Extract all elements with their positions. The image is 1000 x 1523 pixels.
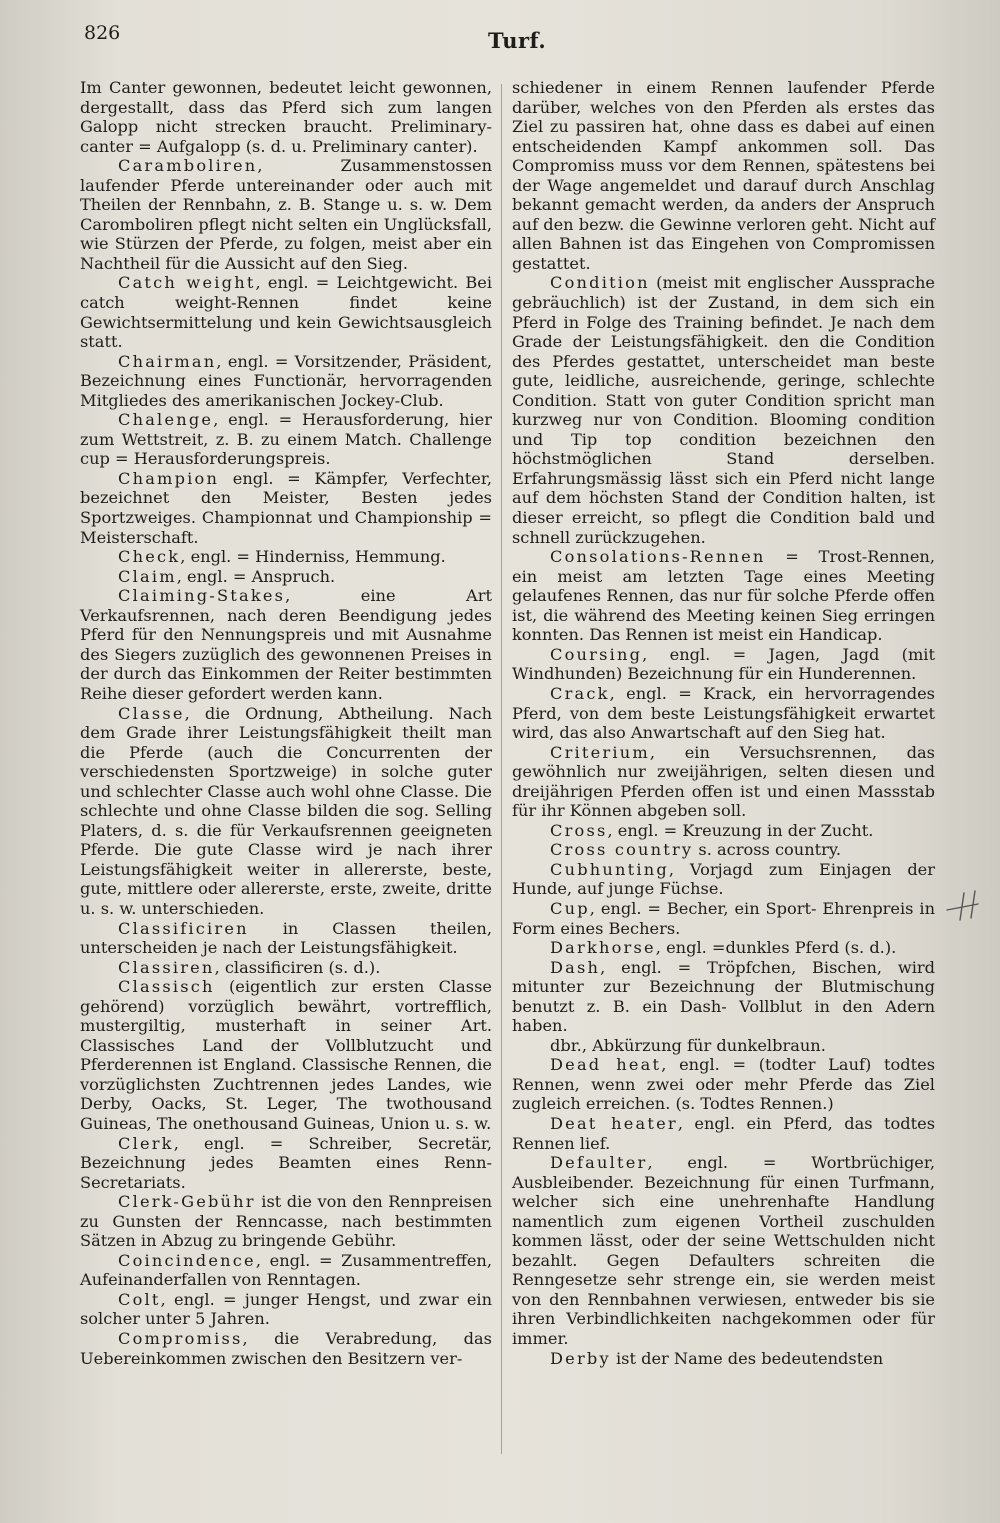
left-entry: [80, 586, 492, 703]
entry-headword: Coursing: [550, 644, 643, 664]
left-entry: [80, 567, 492, 587]
entry-headword: Cross country: [550, 840, 694, 860]
left-entry: [80, 704, 492, 919]
entry-definition: , engl. = junger Hengst, und zwar ein solcher unter 5 Jahren.: [80, 1289, 492, 1329]
entry-definition: (eigentlich zur ersten Classe gehörend) vorzüglich bewährt, vortrefflich, mustergiltig, musterhaft in seiner Art. Classisches Land der Vollblutzucht und Pferderennen ist England. Classische Rennen, die vorzüglichsten Zuchtrennen jedes Landes, wie Derby, Oacks, St. Leger, The twothousand Guineas, The onethousand Guineas, Union u. s. w.: [80, 977, 492, 1133]
entry-headword: Derby: [550, 1348, 611, 1368]
entry-headword: Crack: [550, 683, 610, 703]
entry-definition: , engl. = Hinderniss, Hemmung.: [180, 547, 446, 567]
left-entry: [80, 958, 492, 978]
entry-headword: Cross: [550, 820, 608, 840]
entry-definition: , engl. =dunkles Pferd (s. d.).: [655, 938, 897, 958]
entry-definition: , engl. = Anspruch.: [176, 566, 336, 586]
entry-definition: , eine Art Verkaufsrennen, nach deren Beendigung jedes Pferd für den Nennungspreis und mit Ausnahme des Siegers zuzüglich des gewonnenen Preises in der durch das Einkommen der Reiter bestimmten Reihe dieser gefordert werden kann.: [80, 586, 492, 703]
entry-definition: dbr., Abkürzung für dunkelbraun.: [550, 1035, 826, 1055]
entry-headword: Check: [118, 547, 181, 567]
entry-definition: , engl. = Leichtgewicht. Bei catch weight-Rennen findet keine Gewichtsermittelung und kein Gewichtsausgleich statt.: [80, 273, 493, 352]
entry-headword: Darkhorse: [550, 938, 656, 958]
right-entry: [512, 958, 935, 1036]
entry-headword: Dead heat: [550, 1055, 662, 1075]
left-entry: [80, 1192, 492, 1251]
right-entry: [512, 1055, 935, 1114]
entry-headword: Consolations-Rennen: [550, 547, 766, 567]
entry-definition: , classificiren (s. d.).: [214, 957, 381, 977]
entry-headword: Claiming-Stakes: [118, 586, 286, 606]
entry-headword: Claim: [118, 566, 177, 586]
left-column: [80, 78, 492, 1368]
entry-definition: , engl. = Zusammentreffen, Aufeinanderfallen von Renntagen.: [80, 1250, 492, 1290]
right-entry: [512, 645, 935, 684]
entry-headword: Catch weight: [118, 273, 256, 293]
right-entry: [512, 273, 935, 547]
entry-definition: = Trost-Rennen, ein meist am letzten Tage eines Meeting gelaufenes Rennen, das nur für solche Pferde offen ist, die während des Meeting keinen Sieg erringen konnten. Das Rennen ist meist ein Handicap.: [512, 547, 935, 645]
right-entry: [512, 860, 935, 899]
entry-definition: , ein Versuchsrennen, das gewöhnlich nur zweijährigen, selten diesen und dreijährigen Pferden offen ist und einen Massstab für ihr Können abgeben soll.: [512, 742, 935, 821]
right-entry: [512, 821, 935, 841]
right-entry: [512, 547, 935, 645]
entry-headword: Defaulter: [550, 1153, 648, 1173]
entry-definition: , Zusammenstossen laufender Pferde untereinander oder auch mit Theilen der Rennbahn, z. B. Stange u. s. w. Dem Caromboliren pflegt nicht selten ein Unglücksfall, wie Stürzen der Pferde, zu folgen, meist aber ein Nachtheil für die Aussicht auf den Sieg.: [80, 156, 492, 273]
entry-definition: , engl. = Wortbrüchiger, Ausbleibender. Bezeichnung für einen Turfmann, welcher sich eine unehrenhafte Handlung namentlich zum eigenen Vortheil zuschulden kommen lässt, oder der seine Wettschulden nicht bezahlt. Gegen Defaulters schreiten die Renngesetze sehr strenge ein, sie werden meist von den Rennbahnen verwiesen, entweder bis sie ihren Verbindlichkeiten nachgekommen oder für immer.: [512, 1153, 935, 1348]
left-entry: [80, 273, 492, 351]
entry-definition: engl. = Kämpfer, Verfechter, bezeichnet den Meister, Besten jedes Sportzweiges. Championnat und Championship = Meisterschaft.: [80, 468, 492, 547]
handwritten-margin-mark-icon: [944, 884, 988, 928]
entry-definition: ist die von den Rennpreisen zu Gunsten der Renncasse, nach bestimmten Sätzen in Abzug zu bringende Gebühr.: [80, 1192, 492, 1251]
right-entry: [512, 684, 935, 743]
entry-headword: Champion: [118, 468, 220, 488]
entry-definition: in Classen theilen, unterscheiden je nach der Leistungsfähigkeit.: [80, 918, 492, 958]
right-entry: [512, 743, 935, 821]
entry-headword: Condition: [550, 273, 650, 293]
entry-headword: Deat heater: [550, 1113, 678, 1133]
entry-definition: schiedener in einem Rennen laufender Pferde darüber, welches von den Pferden als erstes das Ziel zu passiren hat, ohne dass es dabei auf einen entscheidenden Kampf ankommen soll. Das Compromiss muss vor dem Rennen, spätestens bei der Wage angemeldet und darauf durch Anschlag bekannt gemacht werden, da anders der Anspruch auf den bezw. die Gewinne verloren geht. Nicht auf allen Bahnen ist das Eingehen von Compromissen gestattet.: [512, 78, 935, 273]
left-entry: [80, 78, 492, 156]
entry-headword: Coincindence: [118, 1250, 256, 1270]
entry-definition: (meist mit englischer Aussprache gebräuchlich) ist der Zustand, in dem sich ein Pferd in Folge des Training befindet. Je nach dem Grade der Leistungsfähigkeit. den die Condition des Pferdes gestattet, unterscheidet man beste gute, leidliche, ausreichende, geringe, schlechte Condition. Statt von guter Condition spricht man kurzweg nur von Condition. Blooming condition und Tip top condition bezeichnen den höchstmöglichen Stand derselben. Erfahrungsmässig lässt sich ein Pferd nicht lange auf dem höchsten Stand der Condition halten, ist dieser erreicht, so pflegt die Condition bald und schnell zurückzugehen.: [512, 273, 935, 547]
entry-definition: , engl. = (todter Lauf) todtes Rennen, wenn zwei oder mehr Pferde das Ziel zugleich erreichen. (s. Todtes Rennen.): [512, 1055, 935, 1114]
left-entry: [80, 1251, 492, 1290]
entry-headword: Classiren: [118, 957, 215, 977]
right-column: [512, 78, 935, 1368]
right-entry: [512, 1349, 935, 1369]
left-entry: [80, 547, 492, 567]
entry-definition: , engl. = Becher, ein Sport- Ehrenpreis in Form eines Bechers.: [512, 898, 935, 938]
entry-definition: , engl. ein Pferd, das todtes Rennen lief.: [512, 1113, 936, 1153]
entry-definition: Im Canter gewonnen, bedeutet leicht gewonnen, dergestallt, dass das Pferd sich zum langen Galopp nicht strecken braucht. Preliminary-canter = Aufgalopp (s. d. u. Preliminary canter).: [80, 78, 492, 156]
left-entry: [80, 156, 492, 273]
left-entry: [80, 352, 492, 411]
entry-definition: , engl. = Jagen, Jagd (mit Windhunden) Bezeichnung für ein Hunderennen.: [512, 644, 935, 684]
entry-definition: , die Verabredung, das Uebereinkommen zwischen den Besitzern ver-: [80, 1329, 492, 1368]
left-entry: [80, 469, 492, 547]
right-entry: [512, 899, 935, 938]
entry-definition: ist der Name des bedeutendsten: [610, 1348, 884, 1368]
entry-headword: Compromiss: [118, 1329, 243, 1348]
entry-headword: Colt: [118, 1289, 161, 1309]
entry-definition: , engl. = Herausforderung, hier zum Wettstreit, z. B. zu einem Match. Challenge cup = Herausforderungspreis.: [80, 410, 492, 469]
entry-headword: Chalenge: [118, 410, 214, 430]
entry-headword: Clerk-Gebühr: [118, 1192, 256, 1212]
right-entry: [512, 840, 935, 860]
left-entry: [80, 1134, 492, 1193]
left-entry: [80, 1329, 492, 1368]
column-divider: [501, 84, 502, 1454]
right-entry: [512, 1153, 935, 1348]
entry-headword: Dash: [550, 957, 601, 977]
running-head: Turf.: [488, 28, 547, 53]
right-entry: [512, 1036, 935, 1056]
entry-headword: Chairman: [118, 351, 217, 371]
entry-definition: , Vorjagd zum Einjagen der Hunde, auf junge Füchse.: [512, 859, 935, 899]
entry-headword: Criterium: [550, 742, 650, 762]
entry-headword: Classe: [118, 703, 185, 723]
right-entry: [512, 78, 935, 273]
entry-definition: , engl. = Vorsitzender, Präsident, Bezeichnung eines Functionär, hervorragenden Mitgliedes des amerikanischen Jockey-Club.: [80, 351, 492, 410]
entry-definition: , engl. = Tröpfchen, Bischen, wird mitunter zur Bezeichnung der Blutmischung benutzt z. B. ein Dash- Vollblut in den Adern haben.: [512, 957, 935, 1036]
entry-headword: Cup: [550, 898, 590, 918]
left-entry: [80, 410, 492, 469]
entry-headword: Classificiren: [118, 918, 249, 938]
entry-definition: , engl. = Krack, ein hervorragendes Pferd, von dem beste Leistungsfähigkeit erwartet wird, das also Anwartschaft auf den Sieg hat.: [512, 683, 935, 743]
left-entry: [80, 977, 492, 1133]
entry-headword: Clerk: [118, 1133, 174, 1153]
entry-definition: , engl. = Kreuzung in der Zucht.: [607, 820, 874, 840]
right-entry: [512, 1114, 935, 1153]
entry-headword: Caramboliren: [118, 156, 258, 176]
entry-headword: Classisch: [118, 977, 215, 997]
left-entry: [80, 919, 492, 958]
entry-definition: , engl. = Schreiber, Secretär, Bezeichnung jedes Beamten eines Renn-Secretariats.: [80, 1133, 492, 1192]
entry-definition: , die Ordnung, Abtheilung. Nach dem Grade ihrer Leistungsfähigkeit theilt man die Pferde (auch die Concurrenten der verschiedensten Sportzweige) in solche guter und schlechter Classe auch wohl ohne Classe. Die schlechte und ohne Classe bilden die sog. Selling Platers, d. s. die für Verkaufsrennen geeigneten Pferde. Die gute Classe wird je nach ihrer Leistungsfähigkeit weiter in allererste, beste, gute, mittlere oder allererste, erste, zweite, dritte u. s. w. unterschieden.: [80, 703, 492, 918]
right-entry: [512, 938, 935, 958]
left-entry: [80, 1290, 492, 1329]
entry-headword: Cubhunting: [550, 859, 669, 879]
entry-definition: s. across country.: [693, 840, 842, 860]
page-number: 826: [84, 22, 121, 44]
